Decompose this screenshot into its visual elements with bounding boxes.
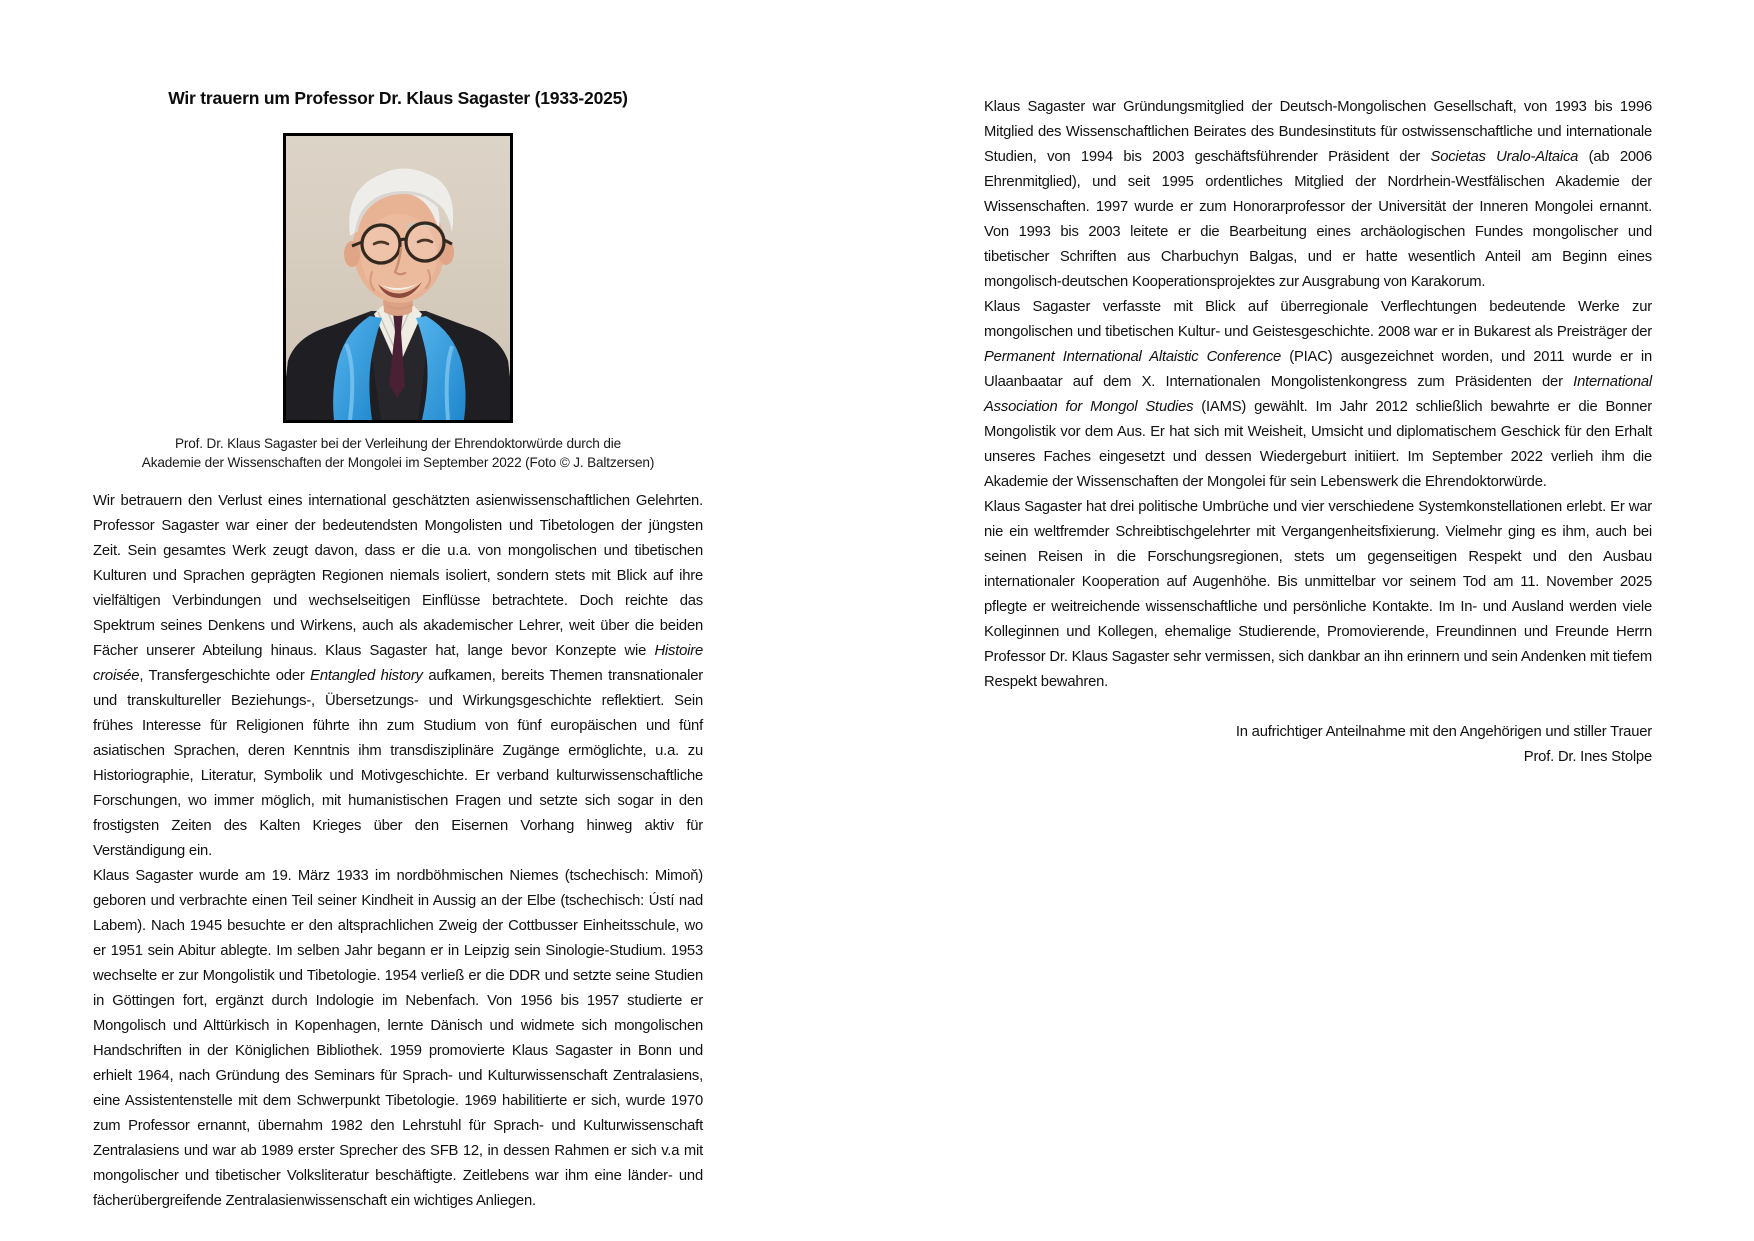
photo-caption-line-2: Akademie der Wissenschaften der Mongolei im September 2022 (Foto © J. Baltzersen) (141, 455, 655, 470)
closing-block (984, 720, 1652, 770)
obituary-title: Wir trauern um Professor Dr. Klaus Sagaster (1933-2025) (168, 88, 628, 108)
photo-caption (93, 434, 703, 472)
paragraph-achievements: Klaus Sagaster verfasste mit Blick auf überregionale Verflechtungen bedeutende Werke zur mongolischen und tibetischen Kultur- und Geistesgeschichte. 2008 war er in Bukarest als Preisträger der Permanent International Altaistic Conference (PIAC) ausgezeichnet worden, und 2011 wurde er in Ulaanbaatar auf dem X. Internationalen Mongolistenkongress zum Präsidenten der International Association for Mongol Studies (IAMS) gewählt. Im Jahr 2012 schließlich bewahrte er die Bonner Mongolistik vor dem Aus. Er hat sich mit Weisheit, Umsicht und diplomatischem Geschick für den Erhalt unseres Faches eingesetzt und dessen Wiedergeburt initiiert. Im September 2022 verlieh ihm die Akademie der Wissenschaften der Mongolei für sein Lebenswerk die Ehrendoktorwürde. (984, 299, 1652, 490)
condolence-line: In aufrichtiger Anteilnahme mit den Angehörigen und stiller Trauer (1235, 724, 1652, 740)
left-column-text (93, 489, 703, 1214)
paragraph-biography: Klaus Sagaster wurde am 19. März 1933 im nordböhmischen Niemes (tschechisch: Mimoň) geboren und verbrachte einen Teil seiner Kindheit in Aussig an der Elbe (tschechisch: Ústí nad Labem). Nach 1945 besuchte er den altsprachlichen Zweig der Cottbusser Einheitsschule, wo er 1951 sein Abitur ablegte. Im selben Jahr begann er in Leipzig sein Sinologie-Studium. 1953 wechselte er zur Mongolistik und Tibetologie. 1954 verließ er die DDR und setzte seine Studien in Göttingen fort, ergänzt durch Indologie im Nebenfach. Von 1956 bis 1957 studierte er Mongolisch und Alttürkisch in Kopenhagen, lernte Dänisch und widmete sich mongolischen Handschriften in der Königlichen Bibliothek. 1959 promovierte Klaus Sagaster in Bonn und erhielt 1964, nach Gründung des Seminars für Sprach- und Kulturwissenschaft Zentralasiens, eine Assistentenstelle mit dem Schwerpunkt Tibetologie. 1969 habilitierte er sich, wurde 1970 zum Professor ernannt, übernahm 1982 den Lehrstuhl für Sprach- und Kulturwissenschaft Zentralasiens und war ab 1989 erster Sprecher des SFB 12, in dessen Rahmen er sich v.a mit mongolischer und tibetischer Volksliteratur beschäftigte. Zeitlebens war ihm eine länder- und fächerübergreifende Zentralasienwissenschaft ein wichtiges Anliegen. (93, 868, 703, 1209)
paragraph-memberships: Klaus Sagaster war Gründungsmitglied der Deutsch-Mongolischen Gesellschaft, von 1993 bis 1996 Mitglied des Wissenschaftlichen Beirates des Bundesinstituts für ostwissenschaftliche und internationale Studien, von 1994 bis 2003 geschäftsführender Präsident der Societas Uralo-Altaica (ab 2006 Ehrenmitglied), und seit 1995 ordentliches Mitglied der Nordrhein-Westfälischen Akademie der Wissenschaften. 1997 wurde er zum Honorarprofessor der Universität der Inneren Mongolei ernannt. Von 1993 bis 2003 leitete er die Bearbeitung eines archäologischen Fundes mongolischer und tibetischer Schriften aus Charbuchyn Balgas, und er hatte wesentlich Anteil am Beginn eines mongolisch-deutschen Kooperationsprojektes zur Ausgrabung von Karakorum. (984, 99, 1652, 290)
right-page (984, 0, 1652, 770)
paragraph-legacy: Klaus Sagaster hat drei politische Umbrüche und vier verschiedene Systemkonstellationen erlebt. Er war nie ein weltfremder Schreibtischgelehrter mit Vergangenheitsfixierung. Vielmehr ging es ihm, auch bei seinen Reisen in die Forschungsregionen, stets um gegenseitigen Respekt und den Ausbau internationaler Kooperation auf Augenhöhe. Bis unmittelbar vor seinem Tod am 11. November 2025 pflegte er weitreichende wissenschaftliche und persönliche Kontakte. Im In- und Ausland werden viele Kolleginnen und Kollegen, ehemalige Studierende, Promovierende, Freundinnen und Freunde Herrn Professor Dr. Klaus Sagaster sehr vermissen, sich dankbar an ihn erinnern und sein Andenken mit tiefem Respekt bewahren. (984, 499, 1653, 690)
paragraph-obituary-intro: Wir betrauern den Verlust eines international geschätzten asienwissenschaftlichen Gelehrten. Professor Sagaster war einer der bedeutendsten Mongolisten und Tibetologen der jüngsten Zeit. Sein gesamtes Werk zeugt davon, dass er die u.a. von mongolischen und tibetischen Kulturen und Sprachen geprägten Regionen niemals isoliert, sondern stets mit Blick auf ihre vielfältigen Verbindungen und wechselseitigen Einflüsse betrachtete. Doch reichte das Spektrum seines Denkens und Wirkens, auch als akademischer Lehrer, weit über die beiden Fächer unserer Abteilung hinaus. Klaus Sagaster hat, lange bevor Konzepte wie Histoire croisée, Transfergeschichte oder Entangled history aufkamen, bereits Themen transnationaler und transkultureller Beziehungs-, Übersetzungs- und Wirkungsgeschichte reflektiert. Sein frühes Interesse für Religionen führte ihn zum Studium von fünf europäischen und fünf asiatischen Sprachen, deren Kenntnis ihm transdisziplinäre Zugänge ermöglichte, u.a. zu Historiographie, Literatur, Symbolik und Motivgeschichte. Er verband kulturwissenschaftliche Forschungen, wo immer möglich, mit humanistischen Fragen und setzte sich sogar in den frostigsten Zeiten des Kalten Krieges über den Eisernen Vorhang hinweg aktiv für Verständigung ein. (93, 493, 704, 859)
left-page (93, 0, 703, 1214)
photo-caption-line-1: Prof. Dr. Klaus Sagaster bei der Verleihung der Ehrendoktorwürde durch die (174, 436, 622, 451)
signature-line: Prof. Dr. Ines Stolpe (1523, 749, 1652, 765)
right-column-text (984, 95, 1652, 695)
portrait-photo (283, 133, 513, 423)
portrait-photo-illustration (286, 136, 510, 420)
